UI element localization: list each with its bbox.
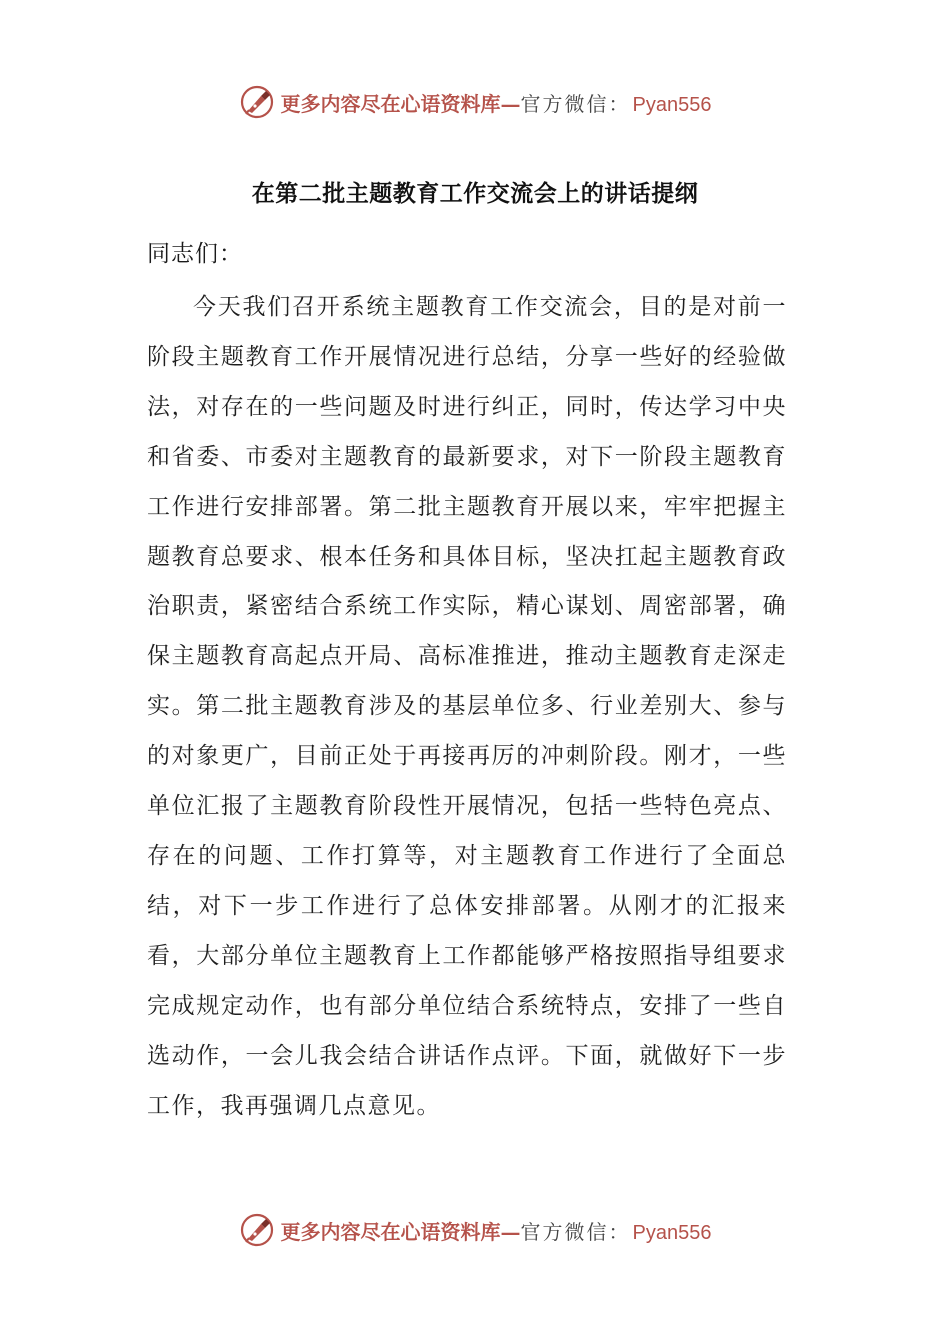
- banner-brand-text: 更多内容尽在心语资料库—: [280, 1219, 521, 1244]
- salutation: 同志们：: [147, 241, 243, 267]
- header-banner: [0, 80, 950, 124]
- pen-nib-logo-icon: [239, 84, 275, 120]
- banner-brand-text: 更多内容尽在心语资料库—: [280, 91, 521, 116]
- banner-official-label: 官方微信：: [520, 1219, 631, 1244]
- banner-text: [281, 88, 712, 117]
- body-paragraph: 今天我们召开系统主题教育工作交流会，目的是对前一阶段主题教育工作开展情况进行总结，分享一些好的经验做法，对存在的一些问题及时进行纠正，同时，传达学习中央和省委、市委对主题教育的最新要求，对下一阶段主题教育工作进行安排部署。第二批主题教育开展以来，牢牢把握主题教育总要求、根本任务和具体目标，坚决扛起主题教育政治职责，紧密结合系统工作实际，精心谋划、周密部署，确保主题教育高起点开局、高标准推进，推动主题教育走深走实。第二批主题教育涉及的基层单位多、行业差别大、参与的对象更广，目前正处于再接再厉的冲刺阶段。刚才，一些单位汇报了主题教育阶段性开展情况，包括一些特色亮点、存在的问题、工作打算等，对主题教育工作进行了全面总结，对下一步工作进行了总体安排部署。从刚才的汇报来看，大部分单位主题教育上工作都能够严格按照指导组要求完成规定动作，也有部分单位结合系统特点，安排了一些自选动作，一会儿我会结合讲话作点评。下面，就做好下一步工作，我再强调几点意见。: [147, 294, 787, 1119]
- banner-text: [281, 1216, 712, 1245]
- banner-wechat-id: Pyan556: [632, 93, 712, 116]
- document-title: 在第二批主题教育工作交流会上的讲话提纲: [251, 181, 699, 207]
- banner-wechat-id: Pyan556: [632, 1221, 712, 1244]
- footer-banner: [0, 1208, 950, 1252]
- banner-official-label: 官方微信：: [520, 91, 631, 116]
- pen-nib-logo-icon: [239, 1212, 275, 1248]
